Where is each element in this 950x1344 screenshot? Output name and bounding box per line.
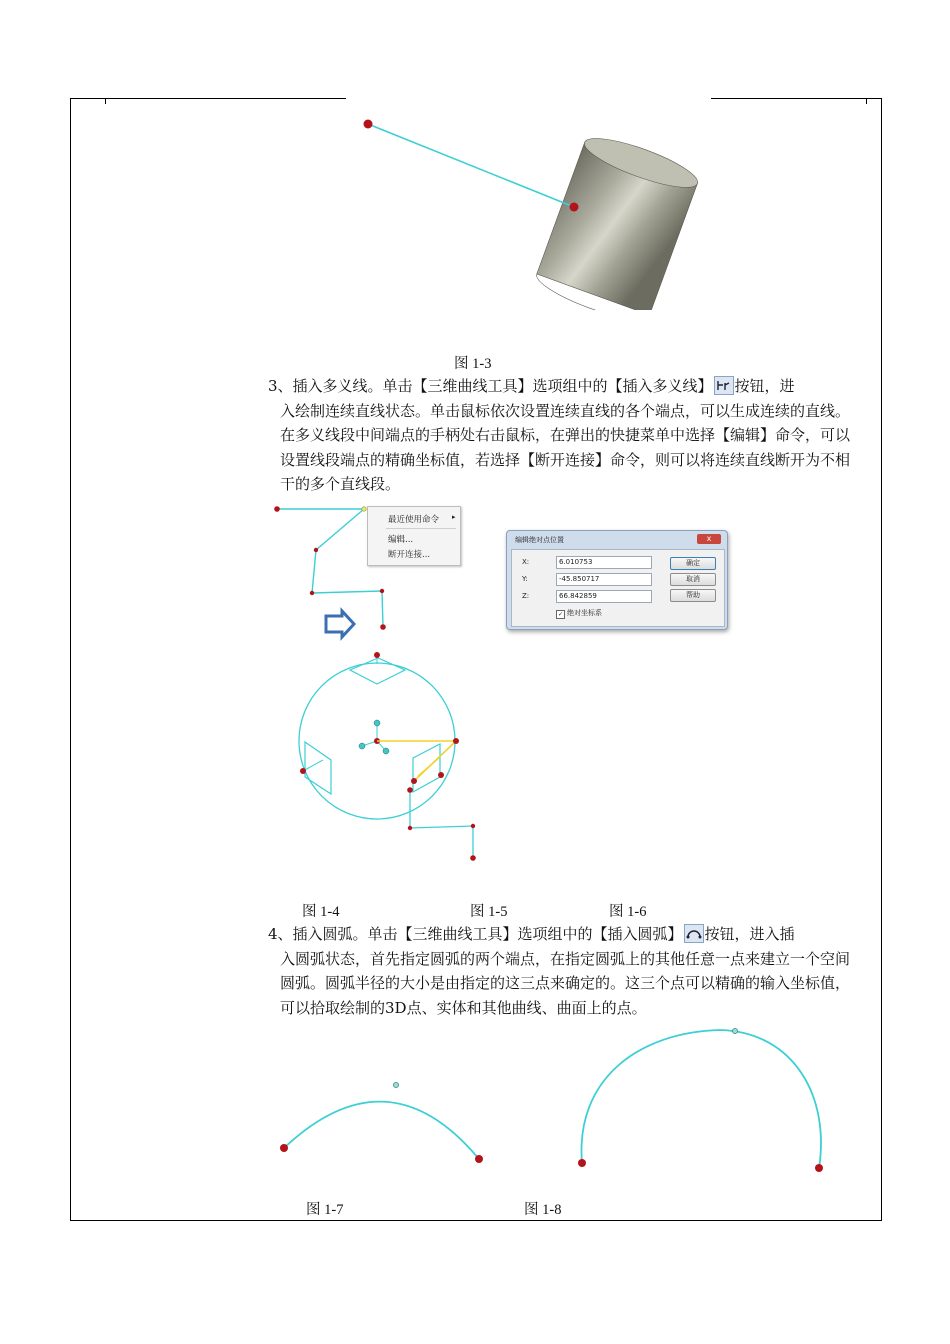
frame-bottom bbox=[70, 1220, 882, 1221]
cylinder bbox=[532, 129, 700, 310]
help-button[interactable]: 帮助 bbox=[670, 589, 716, 602]
absolute-coords-label: 绝对坐标系 bbox=[567, 609, 602, 617]
menu-item-disconnect[interactable]: 断开连接... bbox=[388, 550, 431, 560]
menu-item-edit[interactable]: 编辑... bbox=[388, 535, 414, 545]
figure-1-3-caption: 图 1-3 bbox=[454, 356, 492, 372]
close-button[interactable]: x bbox=[697, 534, 721, 544]
figure-1-6-caption: 图 1-6 bbox=[609, 904, 647, 920]
dialog-body bbox=[511, 549, 725, 627]
absolute-coords-checkbox[interactable] bbox=[556, 608, 602, 619]
insert-polyline-icon bbox=[714, 376, 734, 395]
checkmark-icon: ✓ bbox=[557, 611, 564, 618]
frame-tick-right bbox=[866, 98, 867, 104]
x-label: X: bbox=[522, 558, 530, 566]
frame-tick-left bbox=[105, 98, 106, 104]
dialog-title: 编辑绝对点位置 bbox=[515, 536, 564, 544]
section-3-text-rest: 入绘制连续直线状态。单击鼠标依次设置连续直线的各个端点，可以生成连续的直线。在多义线段中间端点的手柄处右击鼠标，在弹出的快捷菜单中选择【编辑】命令，可以设置线段端点的精确坐标值，若选择【断开连接】命令，则可以将连续直线断开为不相干的多个直线段。 bbox=[280, 401, 851, 493]
y-label: Y: bbox=[522, 575, 528, 583]
figure-1-8-image bbox=[570, 1018, 840, 1178]
edit-point-dialog bbox=[506, 530, 728, 630]
y-input[interactable]: -45.850717 bbox=[556, 573, 652, 586]
frame-top-right bbox=[711, 98, 882, 99]
cancel-button[interactable]: 取消 bbox=[670, 573, 716, 586]
figure-1-5-caption: 图 1-5 bbox=[470, 904, 508, 920]
arrow-right-icon bbox=[326, 611, 354, 637]
frame-left bbox=[70, 98, 71, 1221]
frame-top-left bbox=[70, 98, 346, 99]
z-label: Z: bbox=[522, 592, 530, 600]
figure-1-8-caption: 图 1-8 bbox=[524, 1202, 562, 1218]
section-4-paragraph bbox=[268, 922, 853, 1020]
menu-item-recent[interactable]: 最近使用命令 bbox=[388, 515, 440, 525]
frame-right bbox=[881, 98, 882, 1221]
menu-separator bbox=[386, 528, 456, 529]
figure-1-7-image bbox=[270, 1070, 500, 1170]
section-4-text-end: 按钮，进入插 bbox=[704, 925, 795, 943]
context-menu bbox=[367, 506, 461, 566]
x-input[interactable]: 6.010753 bbox=[556, 556, 652, 569]
figure-1-7-caption: 图 1-7 bbox=[306, 1202, 344, 1218]
figure-1-4-caption: 图 1-4 bbox=[302, 904, 340, 920]
insert-arc-icon bbox=[684, 924, 704, 943]
section-3-text-start: 3、插入多义线。单击【三维曲线工具】选项组中的【插入多义线】 bbox=[268, 377, 713, 395]
ok-button[interactable]: 确定 bbox=[670, 557, 716, 570]
z-input[interactable]: 66.842859 bbox=[556, 590, 652, 603]
figure-1-3-image bbox=[350, 110, 700, 310]
section-4-text-rest: 入圆弧状态，首先指定圆弧的两个端点，在指定圆弧上的其他任意一点来建立一个空间圆弧。圆弧半径的大小是由指定的这三点来确定的。这三个点可以精确的输入坐标值，可以拾取绘制的3D点、实体和其他曲线、曲面上的点。 bbox=[280, 949, 851, 1017]
section-3-text-end: 按钮，进 bbox=[734, 377, 795, 395]
submenu-arrow-icon: ▸ bbox=[452, 513, 456, 521]
section-4-text-start: 4、插入圆弧。单击【三维曲线工具】选项组中的【插入圆弧】 bbox=[268, 925, 683, 943]
section-3-paragraph bbox=[268, 374, 853, 497]
